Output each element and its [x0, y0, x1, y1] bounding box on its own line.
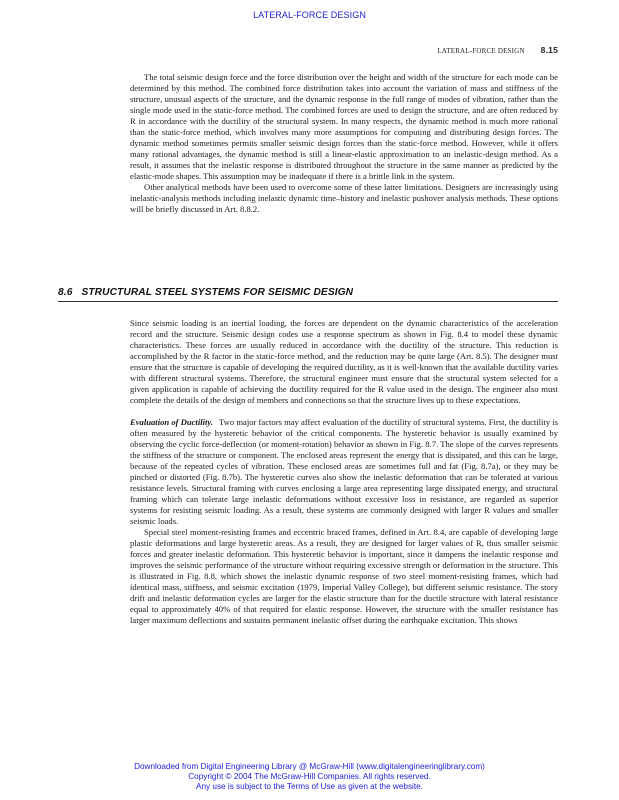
section-title: STRUCTURAL STEEL SYSTEMS FOR SEISMIC DESIGN: [81, 287, 354, 298]
paragraph: The total seismic design force and the force distribution over the height and width of the structure for each mode can be determined by this method. The combined force distribution takes into account the variation of mass and stiffness of the structure, unusual aspects of the structure, and the dynamic response in the full range of modes of vibration, rather than the single mode used in the static-force method. The combined forces are used to design the structure, and are often reduced by R in accordance with the ductility of the structural system. In many respects, the dynamic method is much more rational than the static-force method, which involves many more assumptions for computing and distributing design forces. The dynamic method sometimes permits smaller seismic design forces than the static-force method. However, while it offers many rational advantages, the dynamic method is still a linear-elastic approximation to an inelastic-design method. As a result, it assumes that the inelastic response is distributed throughout the structure in the same manner as predicted by the elastic-mode shapes. This assumption may be inadequate if there is a brittle link in the system.: [130, 72, 558, 181]
run-in-heading: Evaluation of Ductility.: [130, 417, 214, 427]
intro-text-block: [130, 72, 558, 215]
paragraph: Since seismic loading is an inertial loading, the forces are dependent on the dynamic characteristics of the acceleration record and the structure. Seismic design codes use a response spectrum as shown in Fig. 8.4 to model these dynamic characteristics. These forces are usually reduced in accordance with the ductility of the structure. This reduction is accomplished by the R factor in the static-force method, and the reduction may be quite large (Art. 8.5). The designer must ensure that the structure is capable of developing the required ductility, as it is well-known that the available ductility varies with different structural systems. Therefore, the structural engineer must ensure that the structural system selected for a given application is capable of achieving the ductility required for the R value used in the design. The engineer also must complete the details of the design of members and connections so that the structure lives up to these expectations.: [130, 318, 558, 405]
section-heading: [58, 287, 558, 302]
footer-terms-link[interactable]: Any use is subject to the Terms of Use as given at the website.: [196, 782, 423, 791]
top-link[interactable]: LATERAL-FORCE DESIGN: [253, 10, 366, 20]
running-title: LATERAL-FORCE DESIGN: [437, 47, 525, 55]
footer-download-link[interactable]: Downloaded from Digital Engineering Library @ McGraw-Hill (www.digitalengineeringlibrary.com): [134, 762, 485, 771]
paragraph-evaluation-of-ductility: [130, 417, 558, 527]
running-head: [437, 45, 558, 55]
paragraph-body: Two major factors may affect evaluation of the ductility of structural systems. First, the ductility is often measured by the hysteretic behavior of the critical components. The hysteretic behavior is usually examined by observing the cyclic force-deflection (or moment-rotation) behavior as shown in Fig. 8.7. The slope of the curves represents the stiffness of the structure or component. The enclosed areas represent the energy that is dissipated, and this can be large, because of the repeated cycles of vibration. These enclosed areas are sometimes full and fat (Fig. 8.7a), or they may be pinched or distorted (Fig. 8.7b). The hysteretic curves also show the inelastic deformation that can be tolerated at various resistance levels. Structural framing with curves enclosing a large area representing large dissipated energy, and structural framing which can tolerate large inelastic deformations without excessive loss in resistance, are regarded as superior systems for resisting seismic loading. As a result, these systems are commonly designed with larger R values and smaller seismic loads.: [130, 417, 559, 526]
footer: [0, 762, 619, 792]
paragraph: Other analytical methods have been used to overcome some of these latter limitations. Designers are increasingly using inelastic-analysis methods including inelastic dynamic time–history and inelastic pushover analysis methods. These options will be briefly discussed in Art. 8.8.2.: [130, 182, 558, 214]
section-text-block: [130, 318, 558, 626]
page-number: 8.15: [540, 45, 558, 55]
footer-copyright: Copyright © 2004 The McGraw-Hill Companies. All rights reserved.: [188, 772, 431, 781]
section-number: 8.6: [58, 287, 73, 298]
paragraph: Special steel moment-resisting frames and eccentric braced frames, defined in Art. 8.4, are capable of developing large plastic deformations and large hysteretic areas. As a result, they are designed for larger values of R, thus smaller seismic forces and greater inelastic deformation. This hysteretic behavior is important, since it dampens the inelastic response and improves the seismic performance of the structure without requiring excessive strength or deformation in the structure. This is illustrated in Fig. 8.8, which shows the inelastic dynamic response of two steel moment-resisting frames, which had identical mass, stiffness, and seismic excitation (1979, Imperial Valley College), but different seismic resistance. The story drift and inelastic deformation cycles are larger for the elastic structure than for the ductile structure with lateral resistance equal to approximately 40% of that required for elastic response. However, the structure with the smaller resistance has larger maximum deflections and sustains permanent inelastic offset during the earthquake excitation. This shows: [130, 527, 558, 625]
